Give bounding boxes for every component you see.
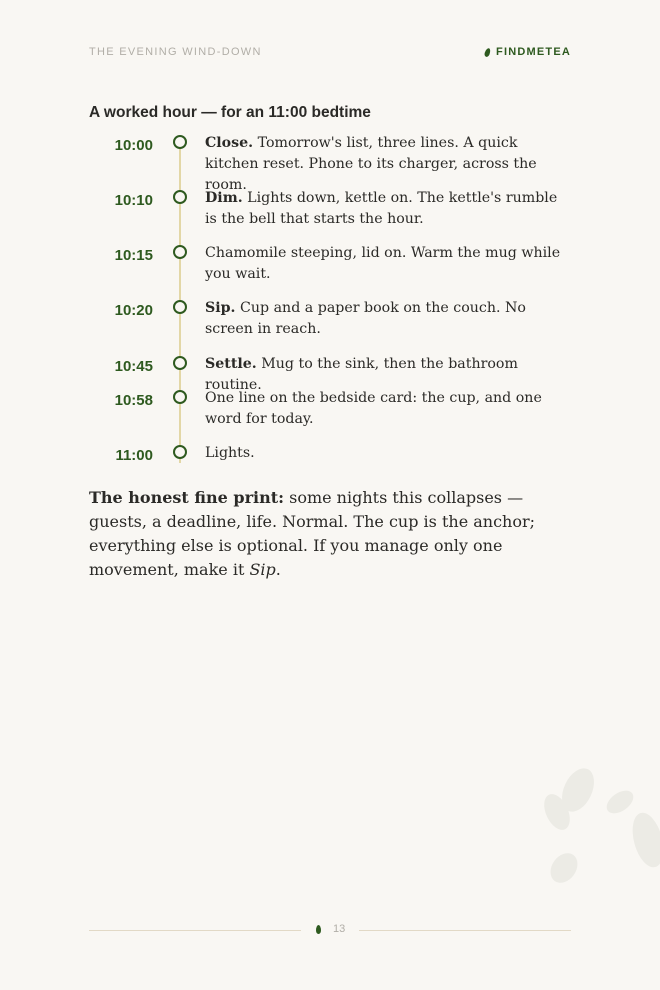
section-title: A worked hour — for an 11:00 bedtime: [89, 104, 371, 121]
timeline-text: [205, 133, 571, 196]
timeline-text: [205, 443, 571, 464]
timeline-time: 10:20: [114, 302, 153, 319]
footer-divider: [359, 930, 571, 931]
timeline-time: 10:45: [114, 358, 153, 375]
timeline-text: [205, 388, 571, 430]
brand-name: FINDMETEA: [496, 46, 571, 58]
timeline-time: 10:15: [114, 247, 153, 264]
timeline-lead: Settle.: [205, 356, 257, 372]
fine-print-emphasis: Sip: [249, 560, 276, 579]
timeline-time: 11:00: [115, 447, 153, 464]
fine-print-lead: The honest fine print:: [89, 488, 285, 507]
timeline-time: 10:00: [114, 137, 153, 154]
timeline-text: [205, 243, 571, 285]
page-number: 13: [333, 923, 346, 935]
running-title: THE EVENING WIND-DOWN: [89, 46, 262, 58]
decorative-leaves-icon: [530, 760, 660, 900]
timeline-body: One line on the bedside card: the cup, and one word for today.: [205, 390, 542, 427]
timeline-dot-icon: [173, 390, 187, 404]
timeline-body: Tomorrow's list, three lines. A quick kitchen reset. Phone to its charger, across the room.: [205, 135, 537, 193]
footer-divider: [89, 930, 301, 931]
timeline-dot-icon: [173, 245, 187, 259]
timeline-dot-icon: [173, 190, 187, 204]
brand: [485, 46, 571, 58]
timeline-body: Lights down, kettle on. The kettle's rumble is the bell that starts the hour.: [205, 190, 558, 227]
timeline-lead: Dim.: [205, 190, 243, 206]
page-header: [89, 46, 571, 64]
timeline-body: Lights.: [205, 445, 255, 461]
timeline-lead: Close.: [205, 135, 254, 151]
timeline-dot-icon: [173, 445, 187, 459]
timeline-body: Chamomile steeping, lid on. Warm the mug while you wait.: [205, 245, 561, 282]
timeline-text: [205, 188, 571, 230]
timeline-time: 10:58: [114, 392, 153, 409]
timeline-dot-icon: [173, 135, 187, 149]
timeline-dot-icon: [173, 300, 187, 314]
timeline-dot-icon: [173, 356, 187, 370]
fine-print-body: some nights this collapses — guests, a deadline, life. Normal. The cup is the anchor; everything else is optional. If you manage only one movement, make it: [89, 488, 536, 579]
timeline-lead: Sip.: [205, 300, 236, 316]
timeline-body: Mug to the sink, then the bathroom routine.: [205, 356, 518, 393]
fine-print: [89, 486, 573, 582]
timeline-time: 10:10: [114, 192, 153, 209]
timeline-text: [205, 298, 571, 340]
timeline-body: Cup and a paper book on the couch. No screen in reach.: [205, 300, 526, 337]
leaf-icon: [316, 925, 321, 934]
page-footer: [89, 920, 571, 940]
leaf-icon: [484, 47, 492, 57]
fine-print-end: .: [275, 560, 281, 579]
